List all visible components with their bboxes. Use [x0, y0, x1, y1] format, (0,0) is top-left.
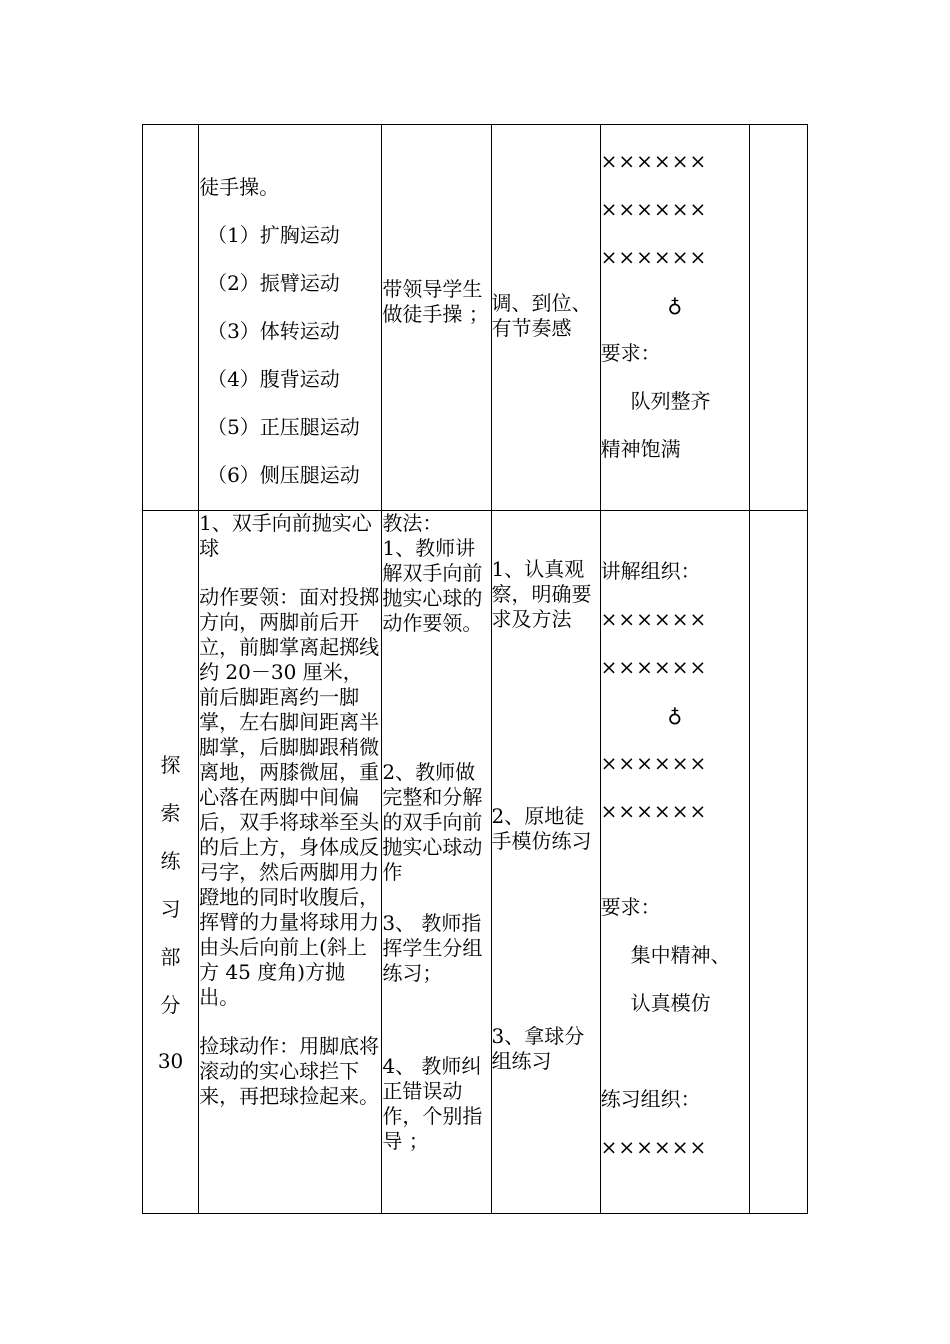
remarks-cell: [749, 125, 807, 511]
student-activity: 2、原地徒手模仿练习: [491, 804, 592, 853]
section-char: 部: [160, 945, 181, 969]
teacher-method-label: 教法：: [382, 511, 443, 535]
explain-label: 讲解组织：: [600, 559, 701, 583]
teacher-cell: [382, 125, 491, 511]
practice-label: 练习组织：: [600, 1087, 701, 1111]
requirement-label: 要求：: [600, 895, 661, 919]
remarks-cell: [749, 511, 807, 1214]
teacher-cell: [382, 511, 491, 1214]
organization-cell: [600, 125, 749, 511]
exercise-item: （3）体转运动: [207, 319, 340, 343]
student-cell: [491, 125, 600, 511]
content-cell: [199, 511, 382, 1214]
requirement-line: 集中精神、: [630, 943, 731, 967]
teacher-method: 2、教师做完整和分解的双手向前抛实心球动作: [382, 760, 483, 884]
organization-cell: [600, 511, 749, 1214]
section-char: 练: [160, 849, 181, 873]
teacher-position-icon: ♁: [667, 703, 683, 727]
student-activity: 调、到位、有节奏感: [491, 291, 592, 340]
formation-row: ××××××: [600, 607, 708, 631]
exercise-item: （5）正压腿运动: [207, 415, 360, 439]
exercise-item: （4）腹背运动: [207, 367, 340, 391]
student-activity: 1、认真观察，明确要求及方法: [491, 557, 592, 631]
teacher-position-icon: ♁: [667, 293, 683, 317]
content-title: 1、双手向前抛实心球: [199, 511, 372, 560]
content-cell: [199, 125, 382, 511]
lesson-plan-table: [142, 124, 808, 1214]
exercise-item: （2）振臂运动: [207, 271, 340, 295]
formation-row: ××××××: [600, 245, 708, 269]
section-char: 索: [160, 801, 181, 825]
student-cell: [491, 511, 600, 1214]
table-row: [143, 511, 808, 1214]
formation-row: ××××××: [600, 197, 708, 221]
section-char: 分: [160, 993, 181, 1017]
requirement-line: 队列整齐: [630, 389, 711, 413]
formation-row: ××××××: [600, 799, 708, 823]
formation-row: ××××××: [600, 1135, 708, 1159]
table-row: [143, 125, 808, 511]
exercise-item: （1）扩胸运动: [207, 223, 340, 247]
formation-row: ××××××: [600, 655, 708, 679]
section-cell: [143, 511, 199, 1214]
formation-row: ××××××: [600, 751, 708, 775]
teacher-method: 3、 教师指挥学生分组练习；: [382, 911, 483, 985]
section-char: 习: [160, 897, 181, 921]
student-activity: 3、拿球分组练习: [491, 1024, 585, 1073]
section-minutes: 30: [157, 1049, 184, 1073]
teacher-method: 带领导学生做徒手操 ；: [382, 277, 489, 326]
formation-row: ××××××: [600, 149, 708, 173]
teacher-method: 4、 教师纠正错误动作，个别指导 ；: [382, 1054, 483, 1153]
content-title: 徒手操。: [199, 175, 280, 199]
requirement-label: 要求：: [600, 341, 661, 365]
exercise-item: （6）侧压腿运动: [207, 463, 360, 487]
action-essentials: 动作要领：面对投掷方向，两脚前后开立，前脚掌离起掷线约 20－30 厘米，前后脚距离约一脚掌，左右脚间距离半脚掌，后脚脚跟稍微离地，两膝微屈，重心落在两脚中间偏后，双手将球举至头的后上方，身体成反弓字，然后两脚用力蹬地的同时收腹后，挥臂的力量将球用力由头后向前上(斜上方 45 度角)方抛出。: [199, 585, 380, 1009]
requirement-line: 认真模仿: [630, 991, 711, 1015]
pickup-action: 捡球动作：用脚底将滚动的实心球拦下来，再把球捡起来。: [199, 1034, 380, 1108]
section-cell: [143, 125, 199, 511]
requirement-line: 精神饱满: [600, 437, 681, 461]
teacher-method: 1、教师讲解双手向前抛实心球的动作要领。: [382, 536, 483, 635]
section-char: 探: [160, 753, 181, 777]
